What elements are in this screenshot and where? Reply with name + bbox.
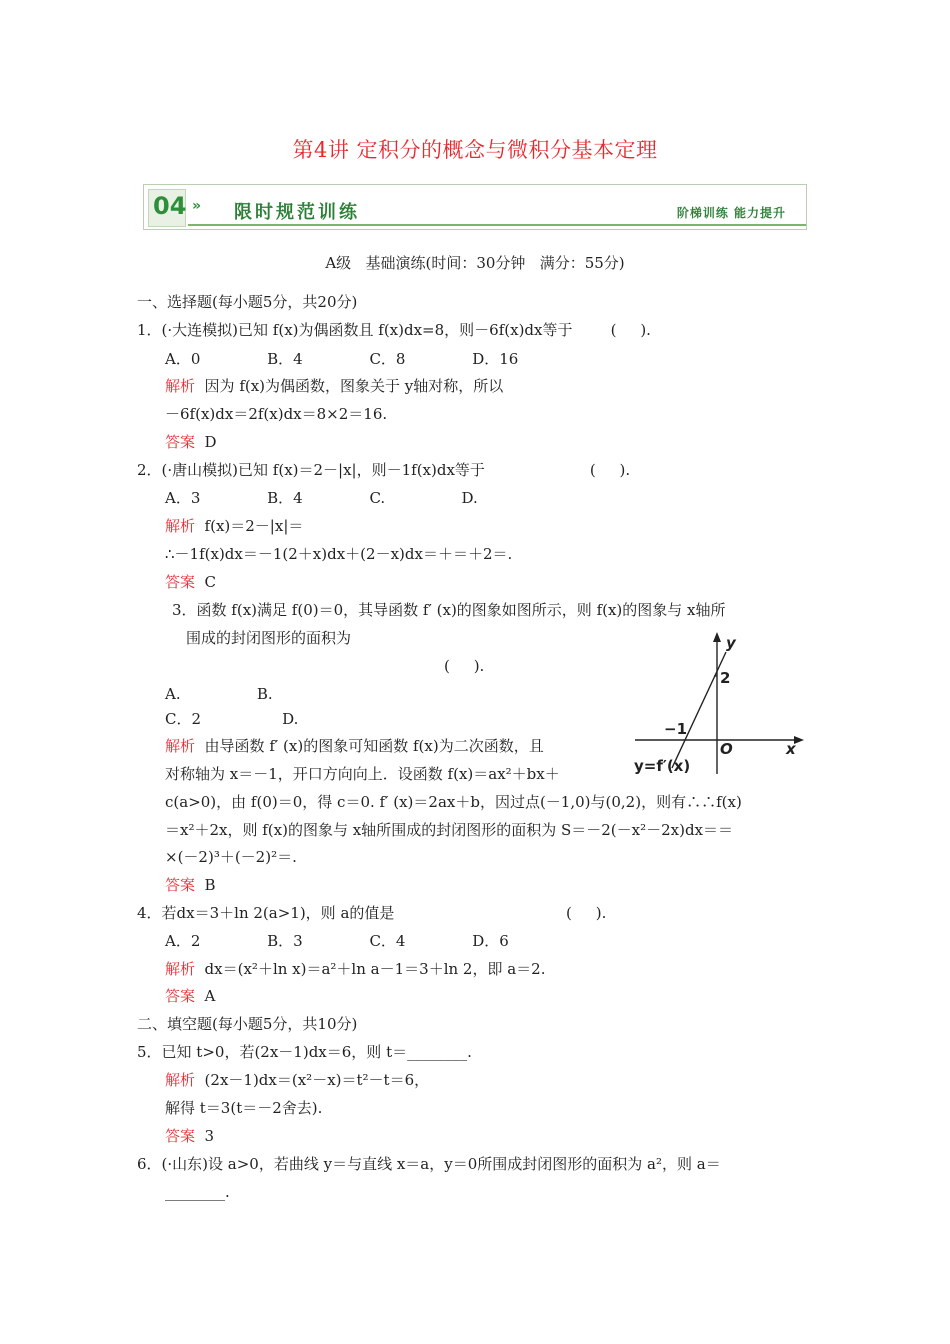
x-tick-label: −1 — [664, 720, 688, 738]
banner-number: 04 — [153, 192, 187, 220]
question-3-answer: 答案 B — [165, 876, 216, 894]
question-1-options: A．0 B．4 C．8 D．16 — [165, 350, 519, 368]
section-banner — [143, 184, 807, 230]
question-1-answer: 答案 D — [165, 433, 217, 451]
y-axis-label: y — [726, 634, 736, 652]
question-3-paren: ( ). — [444, 657, 485, 675]
banner-title: 限时规范训练 — [234, 202, 360, 223]
question-2-options: A．3 B．4 C. D. — [165, 489, 478, 507]
question-1: 1．(·大连模拟)已知 f(x)为偶函数且 f(x)dx=8，则－6f(x)dx等于 ( ). — [137, 321, 651, 339]
question-2: 2．(·唐山模拟)已知 f(x)＝2－|x|，则－1f(x)dx等于 ( ). — [137, 461, 631, 479]
origin-label: O — [720, 740, 733, 758]
question-5-analysis: 解析 (2x－1)dx＝(x²－x)＝t²－t＝6， — [165, 1071, 430, 1089]
question-4-answer: 答案 A — [165, 987, 216, 1005]
question-3-cont: 围成的封闭图形的面积为 — [186, 629, 352, 647]
banner-subtitle: 阶梯训练 能力提升 — [676, 206, 786, 220]
curve-label: y=f′(x) — [634, 757, 691, 775]
question-1-analysis-cont: －6f(x)dx＝2f(x)dx＝8×2＝16. — [165, 405, 388, 423]
question-5: 5．已知 t>0，若(2x－1)dx＝6，则 t＝________. — [137, 1043, 472, 1061]
banner-underline — [188, 224, 806, 226]
question-4-analysis: 解析 dx＝(x²＋ln x)＝a²＋ln a－1＝3＋ln 2，即 a＝2. — [165, 960, 546, 978]
y-axis-arrow — [713, 632, 721, 642]
question-4: 4．若dx＝3＋ln 2(a>1)，则 a的值是 ( ). — [137, 904, 607, 922]
question-6-cont: ________. — [165, 1183, 230, 1201]
question-6: 6．(·山东)设 a>0，若曲线 y＝与直线 x＝a，y＝0所围成封闭图形的面积为 a²，则 a＝ — [137, 1155, 721, 1173]
question-3-analysis: 解析 由导函数 f′ (x)的图象可知函数 f(x)为二次函数，且 — [165, 737, 544, 755]
question-2-analysis-cont: ∴－1f(x)dx＝－1(2＋x)dx＋(2－x)dx＝＋＝＋2＝. — [165, 545, 513, 563]
x-axis-label: x — [786, 740, 796, 758]
question-1-analysis: 解析 因为 f(x)为偶函数，图象关于 y轴对称，所以 — [165, 377, 504, 395]
question-5-analysis-cont: 解得 t＝3(t＝－2舍去). — [165, 1099, 323, 1117]
banner-arrows: » — [192, 198, 202, 214]
question-2-answer: 答案 C — [165, 573, 217, 591]
question-4-options: A．2 B．3 C．4 D．6 — [165, 932, 509, 950]
page-title: 第4讲 定积分的概念与微积分基本定理 — [292, 138, 658, 162]
section-choice-heading: 一、选择题(每小题5分，共20分) — [137, 293, 358, 311]
question-2-analysis: 解析 f(x)＝2－|x|＝ — [165, 517, 304, 535]
question-3-analysis-2: 对称轴为 x＝－1，开口方向向上．设函数 f(x)＝ax²＋bx＋ — [165, 765, 560, 783]
question-3-analysis-4: ＝x²＋2x，则 f(x)的图象与 x轴所围成的封闭图形的面积为 S＝－2(－x²－2x)dx＝＝ — [165, 821, 734, 839]
question-3: 3．函数 f(x)满足 f(0)＝0，其导函数 f′ (x)的图象如图所示，则 f(x)的图象与 x轴所 — [172, 601, 726, 619]
question-3-options-cd: C．2 D. — [165, 710, 299, 728]
question-5-answer: 答案 3 — [165, 1127, 215, 1145]
y-tick-label: 2 — [720, 669, 731, 687]
section-fill-heading: 二、填空题(每小题5分，共10分) — [137, 1015, 358, 1033]
question-3-options-ab: A. B. — [165, 685, 273, 703]
question-3-analysis-3: c(a>0)，由 f(0)＝0，得 c＝0. f′ (x)＝2ax＋b，因过点(－1,0)与(0,2)，则有∴∴f(x) — [165, 793, 742, 811]
level-heading: A级 基础演练(时间：30分钟 满分：55分) — [325, 254, 625, 272]
derivative-line — [672, 652, 726, 768]
question-3-analysis-5: ×(－2)³＋(－2)²＝. — [165, 848, 297, 866]
derivative-graph — [630, 628, 810, 778]
